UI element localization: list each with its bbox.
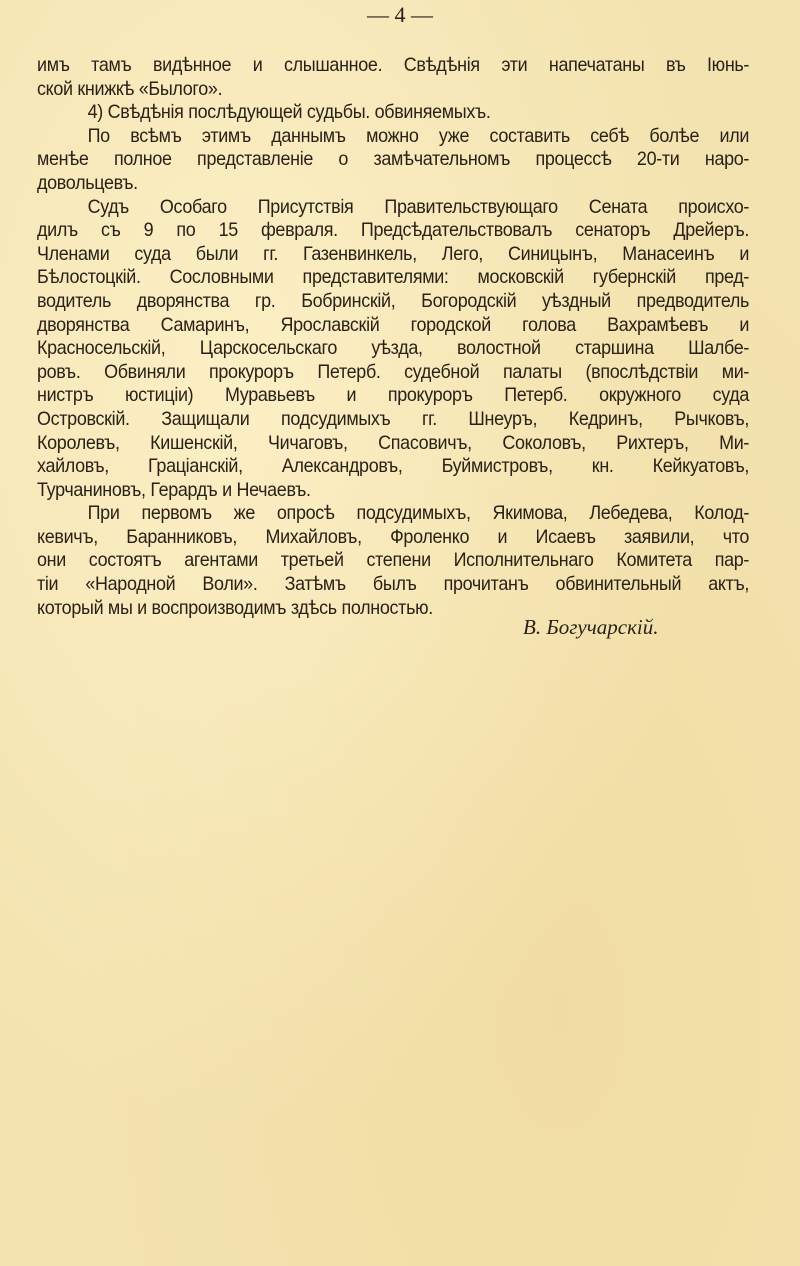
- text-line: они состоятъ агентами третьей степени Исполнительнаго Комитета пар-: [37, 549, 750, 572]
- text-line: 4) Свѣдѣнія послѣдующей судьбы. обвиняемыхъ.: [87, 101, 491, 124]
- text-line: хайловъ, Граціанскій, Александровъ, Буймистровъ, кн. Кейкуатовъ,: [37, 455, 750, 478]
- text-line: который мы и воспроизводимъ здѣсь полностью.: [37, 596, 433, 619]
- text-line: довольцевъ.: [37, 171, 138, 194]
- body-text: [37, 54, 750, 620]
- text-line: менѣе полное представленіе о замѣчательномъ процессѣ 20-ти наро-: [37, 148, 750, 171]
- text-line: нистръ юстиціи) Муравьевъ и прокуроръ Петерб. окружного суда: [37, 384, 750, 407]
- text-line: тіи «Народной Воли». Затѣмъ былъ прочитанъ обвинительный актъ,: [37, 573, 750, 596]
- text-line: кевичъ, Баранниковъ, Михайловъ, Фроленко и Исаевъ заявили, что: [37, 525, 750, 548]
- text-line: При первомъ же опросѣ подсудимыхъ, Якимова, Лебедева, Колод-: [87, 502, 750, 525]
- author-signature: В. Богучарскій.: [523, 615, 659, 639]
- text-line: Бѣлостоцкій. Сословными представителями: московскій губернскій пред-: [37, 266, 750, 289]
- text-line: Судъ Особаго Присутствія Правительствующаго Сената происхо-: [87, 195, 750, 218]
- text-line: По всѣмъ этимъ даннымъ можно уже составить себѣ болѣе или: [87, 124, 750, 147]
- text-line: ровъ. Обвиняли прокуроръ Петерб. судебной палаты (впослѣдствіи ми-: [37, 360, 750, 383]
- text-line: Королевъ, Кишенскій, Чичаговъ, Спасовичъ, Соколовъ, Рихтеръ, Ми-: [37, 431, 750, 454]
- text-line: Островскій. Защищали подсудимыхъ гг. Шнеуръ, Кедринъ, Рычковъ,: [37, 407, 750, 430]
- text-line: Членами суда были гг. Газенвинкель, Лего, Синицынъ, Манасеинъ и: [37, 242, 750, 265]
- text-line: ской книжкѣ «Былого».: [37, 77, 223, 100]
- text-line: Красносельскій, Царскосельскаго уѣзда, волостной старшина Шалбе-: [37, 337, 750, 360]
- text-line: дворянства Самаринъ, Ярославскій городской голова Вахрамѣевъ и: [37, 313, 750, 336]
- text-line: имъ тамъ видѣнное и слышанное. Свѣдѣнія эти напечатаны въ Іюнь-: [37, 54, 750, 76]
- text-line: дилъ съ 9 по 15 февраля. Предсѣдательствовалъ сенаторъ Дрейеръ.: [37, 219, 750, 242]
- page-number: — 4 —: [367, 2, 433, 27]
- text-line: Турчаниновъ, Герардъ и Нечаевъ.: [37, 478, 311, 501]
- text-line: водитель дворянства гр. Бобринскій, Богородскій уѣздный предводитель: [37, 289, 750, 312]
